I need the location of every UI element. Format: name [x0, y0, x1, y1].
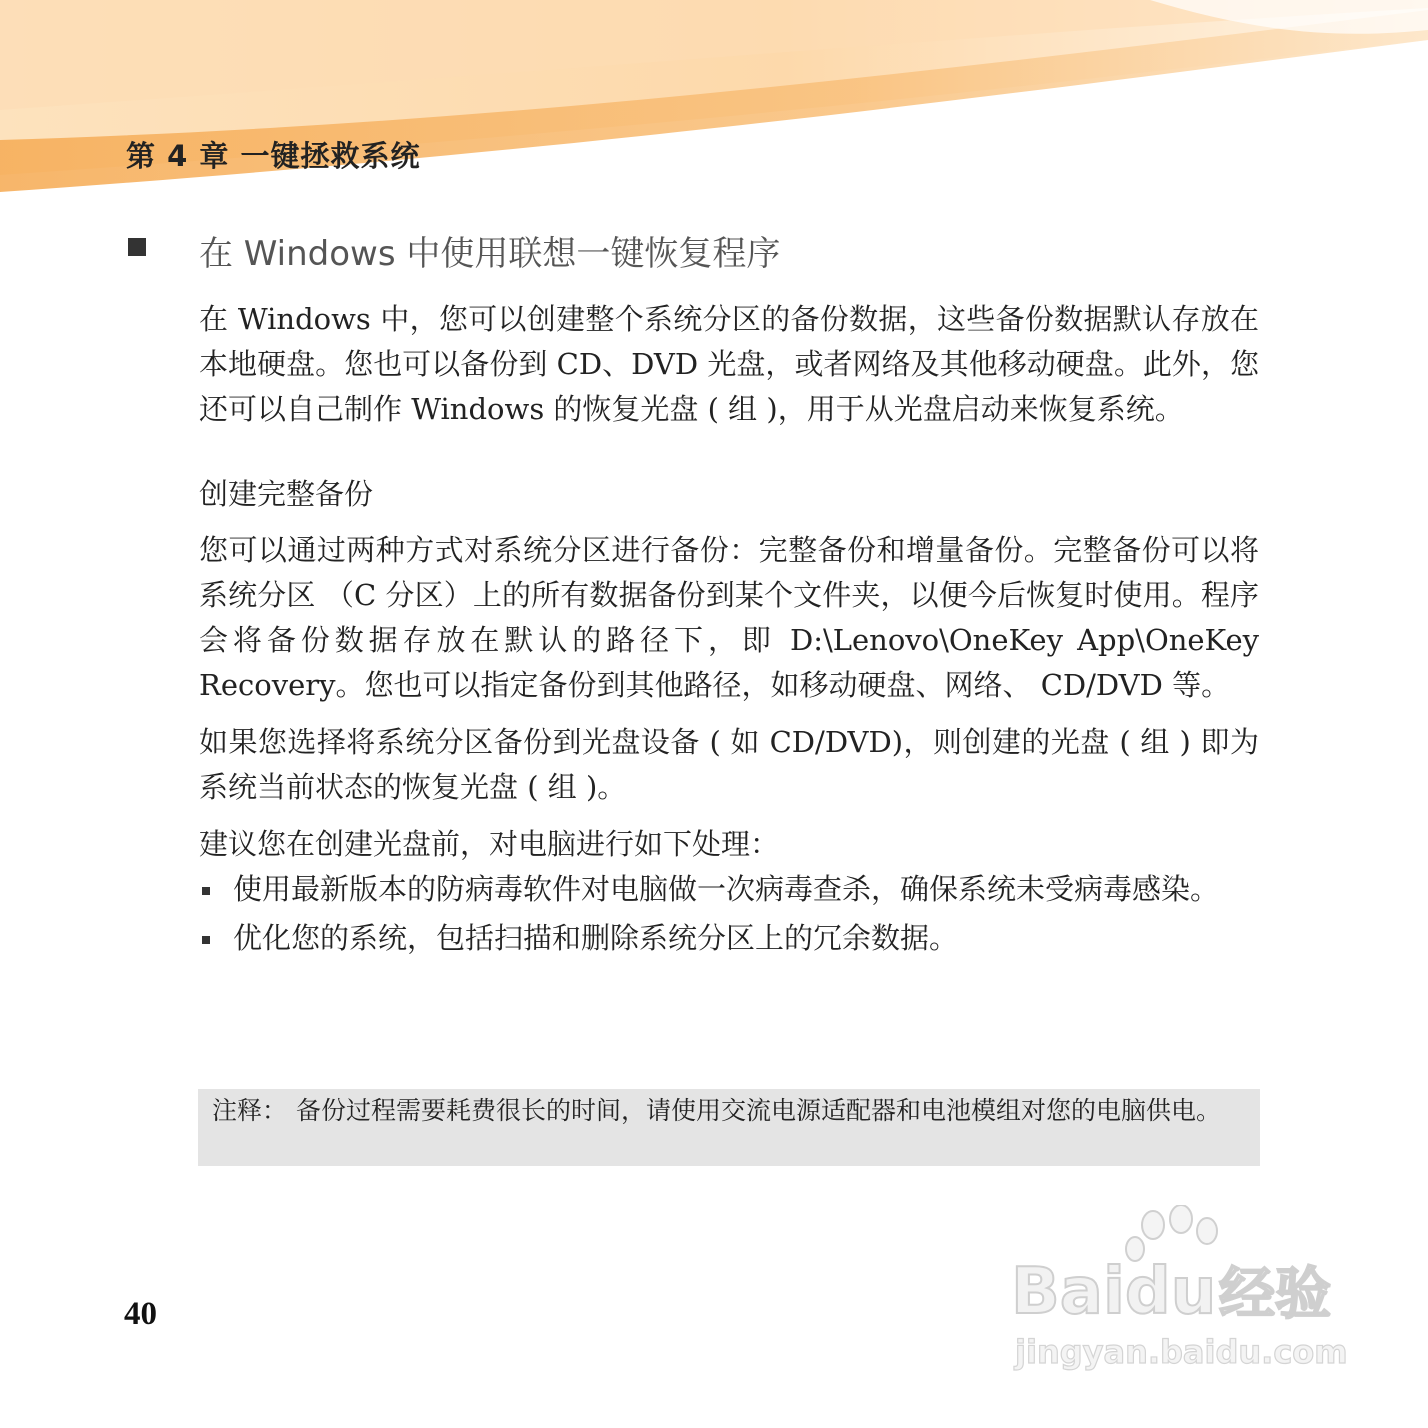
page-number: 40 [124, 1296, 157, 1332]
paw-logo-icon [1126, 1205, 1217, 1261]
subheading: 创建完整备份 [199, 477, 374, 511]
note-box [198, 1089, 1260, 1166]
paragraph-recommendation: 建议您在创建光盘前，对电脑进行如下处理： [199, 827, 780, 861]
intro-paragraph: 在 Windows 中，您可以创建整个系统分区的备份数据，这些备份数据默认存放在本地硬盘。您也可以备份到 CD、DVD 光盘，或者网络及其他移动硬盘。此外，您还可以自己制作 Windows 的恢复光盘 ( 组 )，用于从光盘启动来恢复系统。 [199, 302, 1259, 426]
section-bullet [128, 238, 146, 256]
watermark-suffix: 经验 [1219, 1262, 1331, 1327]
chapter-title: 第 4 章 一键拯救系统 [126, 139, 421, 173]
section-title: 在 Windows 中使用联想一键恢复程序 [199, 234, 781, 274]
bullet-icon [202, 887, 210, 895]
recommendation-list [199, 867, 1259, 961]
list-item-text: 使用最新版本的防病毒软件对电脑做一次病毒查杀，确保系统未受病毒感染。 [233, 872, 1220, 906]
paragraph-disc-backup: 如果您选择将系统分区备份到光盘设备 ( 如 CD/DVD)，则创建的光盘 ( 组 ) 即为系统当前状态的恢复光盘 ( 组 )。 [199, 725, 1259, 804]
note-label: 注释： [212, 1096, 288, 1125]
list-item [199, 916, 1259, 961]
watermark-url: jingyan.baidu.com [1015, 1333, 1348, 1371]
list-item-text: 优化您的系统，包括扫描和删除系统分区上的冗余数据。 [233, 921, 959, 955]
watermark-brand: Baidu [1011, 1255, 1217, 1329]
list-item [199, 867, 1259, 912]
bullet-icon [202, 936, 210, 944]
main-content [199, 297, 1259, 965]
note-text: 备份过程需要耗费很长的时间，请使用交流电源适配器和电池模组对您的电脑供电。 [296, 1096, 1222, 1125]
baidu-jingyan-watermark [1005, 1205, 1350, 1375]
paragraph-full-backup: 您可以通过两种方式对系统分区进行备份：完整备份和增量备份。完整备份可以将系统分区 （C 分区）上的所有数据备份到某个文件夹，以便今后恢复时使用。程序会将备份数据存放在默认的路径下，即 D:\Lenovo\OneKey App\OneKey Recovery。您也可以指定备份到其他路径，如移动硬盘、网络、 CD/DVD 等。 [199, 533, 1259, 702]
